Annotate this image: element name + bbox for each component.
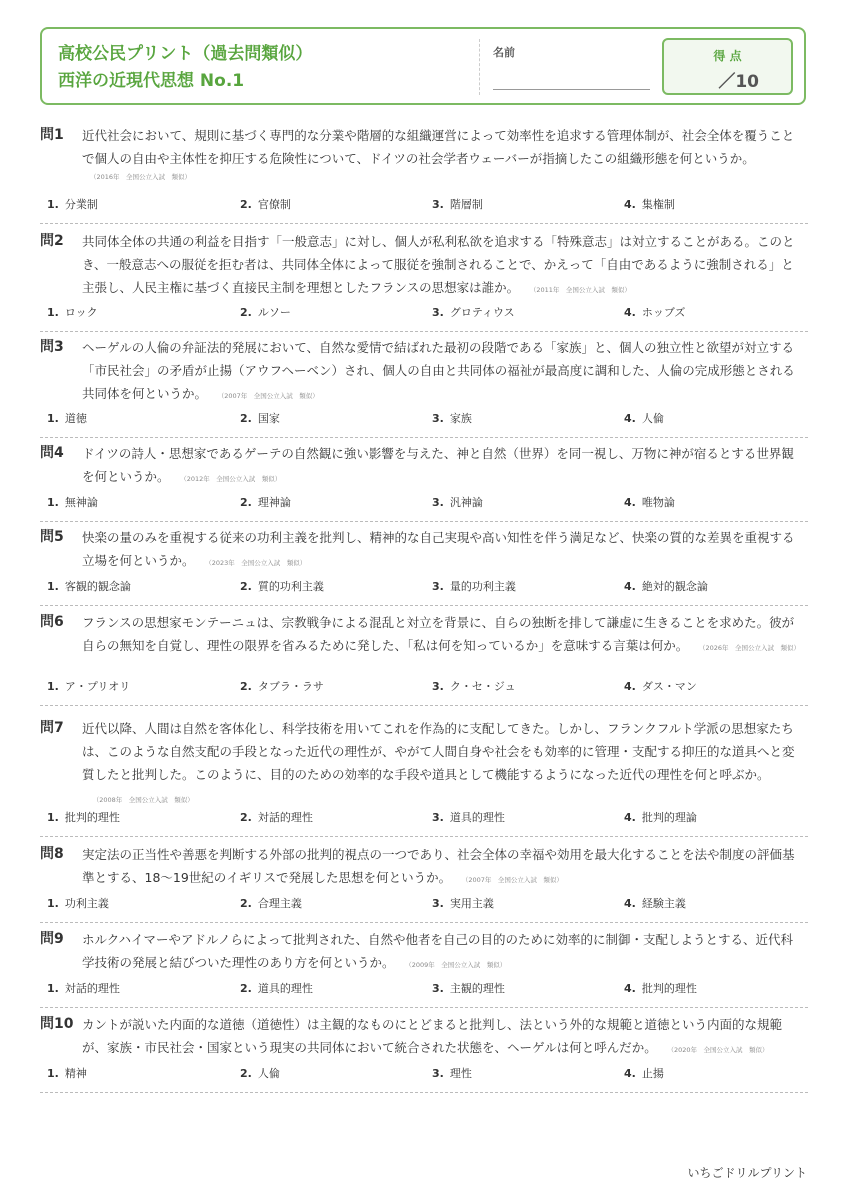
choice-number: 1. <box>47 580 59 593</box>
choice-label: 唯物論 <box>641 496 675 509</box>
choice-label: 絶対的観念論 <box>641 580 708 593</box>
question-text <box>82 928 804 977</box>
score-box <box>662 38 793 95</box>
choice-3[interactable] <box>432 1065 472 1083</box>
choice-label: 合理主義 <box>257 897 302 910</box>
choice-list <box>47 304 807 322</box>
choice-4[interactable] <box>624 578 708 596</box>
question-text <box>82 1013 804 1062</box>
choice-2[interactable] <box>240 304 291 322</box>
choice-2[interactable] <box>240 410 280 428</box>
question-body: ホルクハイマーやアドルノらによって批判された、自然や他者を自己の目的のために効率的に制御・支配しようとする、近代科学技術の発展と結びついた理性のあり方を何というか。 <box>82 932 794 970</box>
question-10 <box>40 1013 808 1093</box>
question-source: （2023年 全国公立入試 類似） <box>208 559 307 567</box>
score-label: 得 点 <box>713 49 742 63</box>
choice-number: 1. <box>47 412 59 425</box>
choice-label: グロティウス <box>449 306 515 319</box>
choice-label: 道徳 <box>64 412 87 425</box>
choice-2[interactable] <box>240 980 313 998</box>
question-source: （2012年 全国公立入試 類似） <box>183 475 282 483</box>
choice-number: 2. <box>240 982 252 995</box>
choice-number: 4. <box>624 897 636 910</box>
choice-number: 1. <box>47 680 59 693</box>
choice-2[interactable] <box>240 494 291 512</box>
choice-number: 4. <box>624 680 636 693</box>
question-number: 問10 <box>40 1016 74 1032</box>
question-number: 問1 <box>40 127 64 143</box>
question-source: （2016年 全国公立入試 類似） <box>90 173 192 181</box>
question-body: 快楽の量のみを重視する従来の功利主義を批判し、精神的な自己実現や高い知性を伴う満足など、快楽の質的な差異を重視する立場を何というか。 <box>82 530 795 568</box>
question-text <box>82 336 804 408</box>
choice-number: 2. <box>240 306 252 319</box>
choice-3[interactable] <box>432 196 483 214</box>
question-body: 共同体全体の共通の利益を目指す「一般意志」に対し、個人が私利私欲を追求する「特殊意志」は対立することがある。このとき、一般意志への服従を拒む者は、共同体全体によって服従を強制されることで、かえって「自由であるように強制される」と主張し、人民主権に基づく直接民主制を理想としたフランスの思想家は誰か。 <box>82 234 795 295</box>
choice-1[interactable] <box>47 304 98 322</box>
choice-label: 対話的理性 <box>257 811 313 824</box>
question-number: 問4 <box>40 445 64 461</box>
choice-3[interactable] <box>432 809 505 827</box>
question-number: 問8 <box>40 846 64 862</box>
page-title: 高校公民プリント（過去問類似） <box>58 44 313 64</box>
question-6 <box>40 611 808 706</box>
question-text <box>82 611 804 660</box>
choice-number: 3. <box>432 680 444 693</box>
question-source: （2020年 全国公立入試 類似） <box>670 1046 769 1054</box>
choice-number: 1. <box>47 897 59 910</box>
question-body: 実定法の正当性や善悪を判断する外部の批判的視点の一つであり、社会全体の幸福や効用を最大化することを法や制度の評価基準とする、18〜19世紀のイギリスで発展した思想を何というか。 <box>82 847 795 885</box>
choice-number: 3. <box>432 580 444 593</box>
choice-label: 批判的理性 <box>64 811 120 824</box>
question-number: 問2 <box>40 233 64 249</box>
choice-number: 4. <box>624 496 636 509</box>
choice-list <box>47 494 807 512</box>
choice-label: 経験主義 <box>641 897 686 910</box>
choice-label: ホッブズ <box>641 306 686 319</box>
choice-1[interactable] <box>47 1065 87 1083</box>
choice-label: 人倫 <box>641 412 664 425</box>
choice-4[interactable] <box>624 809 697 827</box>
name-label: 名前 <box>493 46 515 59</box>
choice-3[interactable] <box>432 895 494 913</box>
choice-number: 4. <box>624 198 636 211</box>
choice-number: 3. <box>432 306 444 319</box>
choice-label: 功利主義 <box>64 897 109 910</box>
choice-list <box>47 578 807 596</box>
question-number: 問9 <box>40 931 64 947</box>
question-number: 問5 <box>40 529 64 545</box>
choice-number: 3. <box>432 496 444 509</box>
choice-number: 2. <box>240 811 252 824</box>
question-source: （2026年 全国公立入試 類似） <box>702 644 801 652</box>
question-text <box>82 526 804 575</box>
choice-2[interactable] <box>240 578 324 596</box>
choice-label: ロック <box>64 306 98 319</box>
choice-number: 4. <box>624 982 636 995</box>
choice-4[interactable] <box>624 1065 664 1083</box>
choice-3[interactable] <box>432 578 516 596</box>
question-body: 近代以降、人間は自然を客体化し、科学技術を用いてこれを作為的に支配してきた。しかし、フランクフルト学派の思想家たちは、このような自然支配の手段となった近代の理性が、やがて人間自身や社会をも効率的に管理・支配する抑圧的な道具へと変質したと批判した。このように、目的のための効率的な手段や道具として機能するようになった近代の理性を何と呼ぶか。 <box>82 721 795 782</box>
choice-label: 道具的理性 <box>257 982 313 995</box>
choice-number: 2. <box>240 412 252 425</box>
choice-number: 2. <box>240 580 252 593</box>
choice-number: 1. <box>47 1067 59 1080</box>
choice-label: 無神論 <box>64 496 98 509</box>
question-2 <box>40 230 808 332</box>
choice-1[interactable] <box>47 410 87 428</box>
choice-label: 主観的理性 <box>449 982 505 995</box>
choice-label: 道具的理性 <box>449 811 505 824</box>
choice-label: ルソー <box>257 306 291 319</box>
question-number: 問3 <box>40 339 64 355</box>
choice-4[interactable] <box>624 494 675 512</box>
choice-4[interactable] <box>624 980 697 998</box>
choice-label: 批判的理性 <box>641 982 697 995</box>
name-field[interactable] <box>493 89 650 90</box>
choice-2[interactable] <box>240 196 291 214</box>
question-body: ドイツの詩人・思想家であるゲーテの自然観に強い影響を与えた、神と自然（世界）を同一視し、万物に神が宿るとする世界観を何というか。 <box>82 446 794 484</box>
choice-list <box>47 809 807 827</box>
choice-1[interactable] <box>47 895 109 913</box>
title-block <box>58 41 312 95</box>
choice-list <box>47 980 807 998</box>
choice-4[interactable] <box>624 895 686 913</box>
choice-3[interactable] <box>432 304 515 322</box>
question-source: （2007年 全国公立入試 類似） <box>221 392 319 400</box>
choice-number: 3. <box>432 897 444 910</box>
question-text <box>82 717 804 812</box>
question-body: 近代社会において、規則に基づく専門的な分業や階層的な組織運営によって効率性を追求する管理体制が、社会全体を覆うことで個人の自由や主体性を抑圧する危険性について、ドイツの社会学者ウェーバーが指摘したこの組織形態を何というか。 <box>82 128 795 166</box>
question-3 <box>40 336 808 438</box>
question-text <box>82 124 804 184</box>
question-number: 問7 <box>40 720 64 736</box>
question-source: （2011年 全国公立入試 類似） <box>533 286 631 294</box>
question-text <box>82 230 804 302</box>
choice-number: 2. <box>240 1067 252 1080</box>
choice-number: 2. <box>240 897 252 910</box>
question-text <box>82 442 804 491</box>
choice-4[interactable] <box>624 678 697 696</box>
choice-label: 人倫 <box>257 1067 280 1080</box>
choice-number: 1. <box>47 496 59 509</box>
question-8 <box>40 843 808 923</box>
choice-label: 官僚制 <box>257 198 291 211</box>
question-4 <box>40 442 808 522</box>
question-source: （2007年 全国公立入試 類似） <box>465 876 563 884</box>
question-body: フランスの思想家モンテーニュは、宗教戦争による混乱と対立を背景に、自らの独断を排して謙虚に生きることを求めた。彼が自らの無知を自覚し、理性の限界を省みるために発した、「私は何を知っているか」を意味する言葉は何か。 <box>82 615 795 653</box>
question-body: ヘーゲルの人倫の弁証法的発展において、自然な愛情で結ばれた最初の段階である「家族」と、個人の独立性と欲望が対立する「市民社会」の矛盾が止揚（アウフヘーベン）され、個人の自由と共同体の福祉が最高度に調和した、人倫の完成形態とされる共同体を何というか。 <box>82 340 795 401</box>
choice-3[interactable] <box>432 494 483 512</box>
choice-label: 客観的観念論 <box>64 580 131 593</box>
page-subtitle: 西洋の近現代思想 No.1 <box>58 71 245 91</box>
choice-label: 対話的理性 <box>64 982 120 995</box>
choice-list <box>47 1065 807 1083</box>
choice-label: タブラ・ラサ <box>257 680 324 693</box>
question-9 <box>40 928 808 1008</box>
choice-number: 4. <box>624 306 636 319</box>
choice-label: 理神論 <box>257 496 291 509</box>
choice-number: 2. <box>240 680 252 693</box>
choice-label: 止揚 <box>641 1067 664 1080</box>
choice-3[interactable] <box>432 410 472 428</box>
choice-label: 分業制 <box>64 198 98 211</box>
question-5 <box>40 526 808 606</box>
choice-1[interactable] <box>47 196 98 214</box>
choice-label: 質的功利主義 <box>257 580 324 593</box>
question-text <box>82 843 804 892</box>
choice-1[interactable] <box>47 678 130 696</box>
choice-number: 4. <box>624 811 636 824</box>
choice-label: 汎神論 <box>449 496 483 509</box>
score-value: ／10 <box>718 72 759 92</box>
choice-number: 3. <box>432 982 444 995</box>
choice-label: ア・プリオリ <box>64 680 131 693</box>
choice-label: 国家 <box>257 412 280 425</box>
choice-label: 集権制 <box>641 198 675 211</box>
choice-number: 3. <box>432 811 444 824</box>
choice-list <box>47 410 807 428</box>
choice-number: 1. <box>47 306 59 319</box>
choice-4[interactable] <box>624 410 664 428</box>
choice-label: 実用主義 <box>449 897 494 910</box>
choice-4[interactable] <box>624 304 685 322</box>
choice-label: ダス・マン <box>641 680 697 693</box>
choice-list <box>47 678 807 696</box>
choice-3[interactable] <box>432 980 505 998</box>
choice-number: 1. <box>47 198 59 211</box>
choice-2[interactable] <box>240 895 302 913</box>
choice-list <box>47 895 807 913</box>
choice-2[interactable] <box>240 1065 280 1083</box>
choice-label: 理性 <box>449 1067 472 1080</box>
choice-number: 4. <box>624 412 636 425</box>
choice-2[interactable] <box>240 678 324 696</box>
choice-label: 家族 <box>449 412 472 425</box>
choice-1[interactable] <box>47 980 120 998</box>
choice-1[interactable] <box>47 578 131 596</box>
choice-label: ク・セ・ジュ <box>449 680 516 693</box>
choice-label: 階層制 <box>449 198 483 211</box>
header-box <box>40 27 806 105</box>
question-1 <box>40 124 808 224</box>
choice-4[interactable] <box>624 196 675 214</box>
question-7 <box>40 717 808 837</box>
question-body: カントが説いた内面的な道徳（道徳性）は主観的なものにとどまると批判し、法という外的な規範と道徳という内面的な規範が、家族・市民社会・国家という現実の共同体において統合された状態を、ヘーゲルは何と呼んだか。 <box>82 1017 783 1055</box>
choice-number: 3. <box>432 198 444 211</box>
header-divider <box>479 39 480 95</box>
choice-number: 1. <box>47 982 59 995</box>
choice-number: 3. <box>432 1067 444 1080</box>
footer-brand: いちごドリルプリント <box>687 1166 807 1180</box>
choice-number: 4. <box>624 580 636 593</box>
choice-3[interactable] <box>432 678 516 696</box>
choice-1[interactable] <box>47 494 98 512</box>
choice-number: 2. <box>240 198 252 211</box>
question-source: （2008年 全国公立入試 類似） <box>96 796 194 804</box>
choice-2[interactable] <box>240 809 313 827</box>
question-number: 問6 <box>40 614 64 630</box>
choice-number: 2. <box>240 496 252 509</box>
choice-list <box>47 196 807 214</box>
choice-1[interactable] <box>47 809 120 827</box>
question-source: （2009年 全国公立入試 類似） <box>408 961 507 969</box>
choice-number: 1. <box>47 811 59 824</box>
choice-number: 4. <box>624 1067 636 1080</box>
choice-label: 精神 <box>64 1067 87 1080</box>
choice-label: 量的功利主義 <box>449 580 516 593</box>
choice-label: 批判的理論 <box>641 811 697 824</box>
choice-number: 3. <box>432 412 444 425</box>
